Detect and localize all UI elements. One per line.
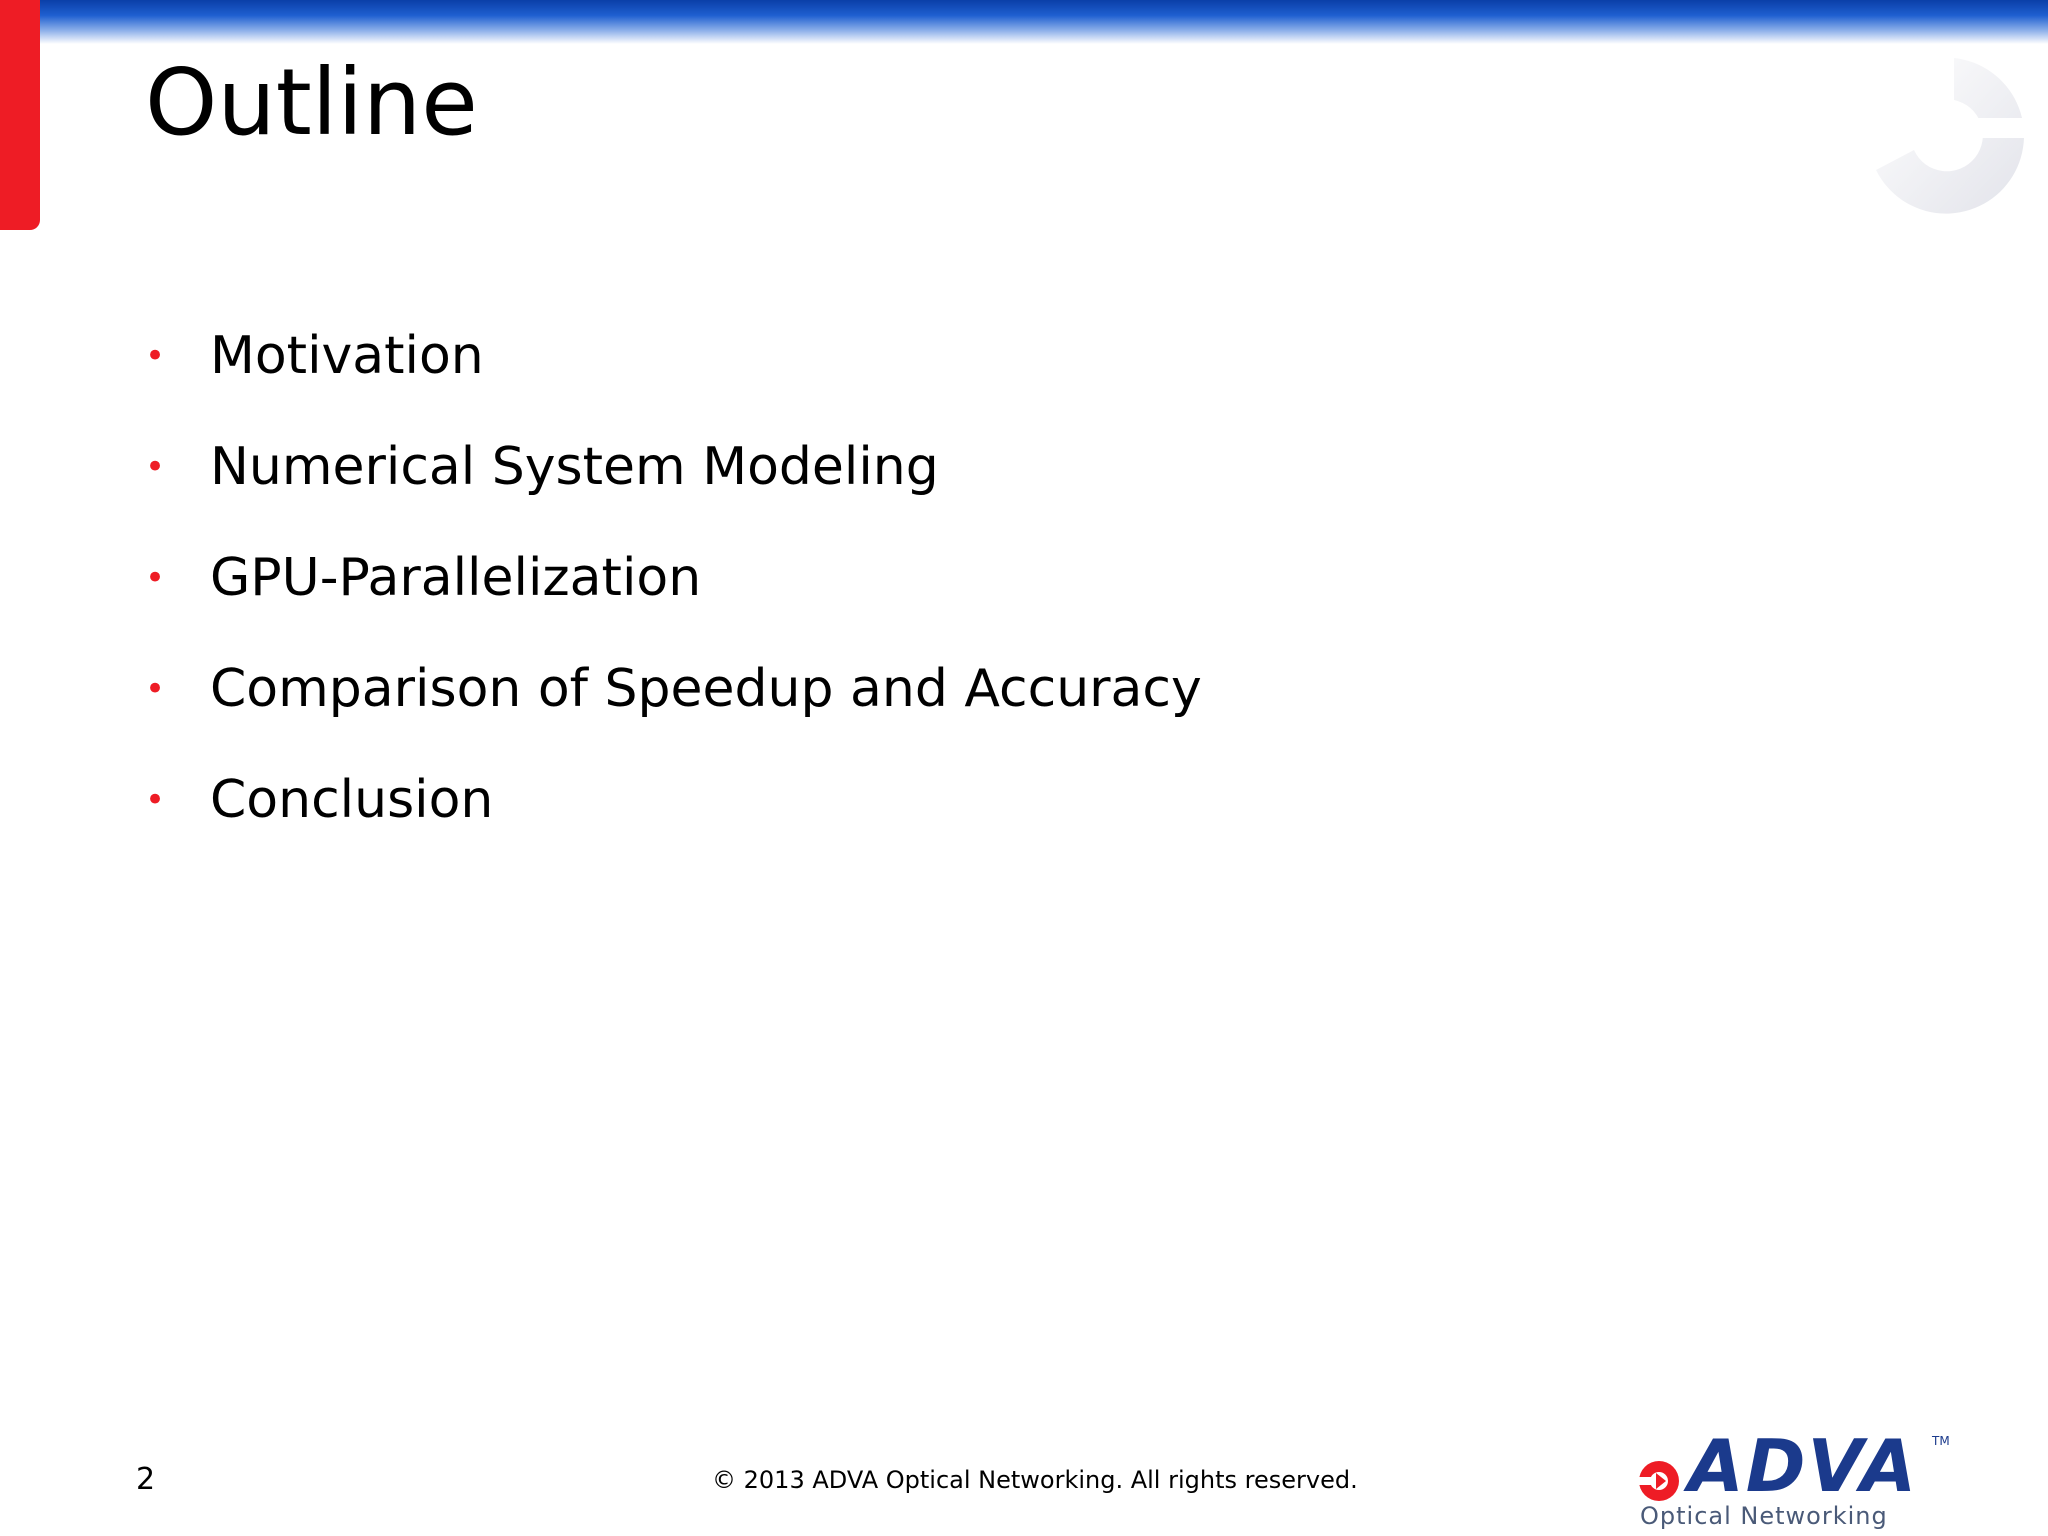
copyright-notice: © 2013 ADVA Optical Networking. All rights reserved. — [712, 1466, 1358, 1494]
adva-logo-mark-icon — [1636, 1458, 1682, 1504]
outline-bullet-list — [145, 300, 1202, 855]
slide-title: Outline — [145, 49, 478, 156]
bullet-dot-icon: • — [145, 668, 166, 709]
bullet-text: GPU-Parallelization — [210, 547, 702, 608]
top-gradient-bar — [0, 0, 2048, 44]
bullet-dot-icon: • — [145, 557, 166, 598]
logo-wordmark: ADVA — [1688, 1424, 1919, 1508]
bullet-item — [145, 522, 1202, 633]
bullet-item — [145, 411, 1202, 522]
bullet-text: Conclusion — [210, 769, 494, 830]
red-accent-tab — [0, 0, 40, 230]
bullet-dot-icon: • — [145, 446, 166, 487]
page-number: 2 — [136, 1462, 156, 1497]
bullet-text: Comparison of Speedup and Accuracy — [210, 658, 1202, 719]
logo-tagline: Optical Networking — [1640, 1502, 1888, 1530]
bullet-text: Motivation — [210, 325, 484, 386]
bullet-item — [145, 300, 1202, 411]
adva-logo — [1630, 1424, 1960, 1530]
bullet-text: Numerical System Modeling — [210, 436, 939, 497]
bullet-dot-icon: • — [145, 335, 166, 376]
logo-trademark: TM — [1932, 1434, 1950, 1448]
bullet-item — [145, 744, 1202, 855]
bullet-dot-icon: • — [145, 779, 166, 820]
watermark-logo-icon — [1836, 50, 2026, 220]
bullet-item — [145, 633, 1202, 744]
